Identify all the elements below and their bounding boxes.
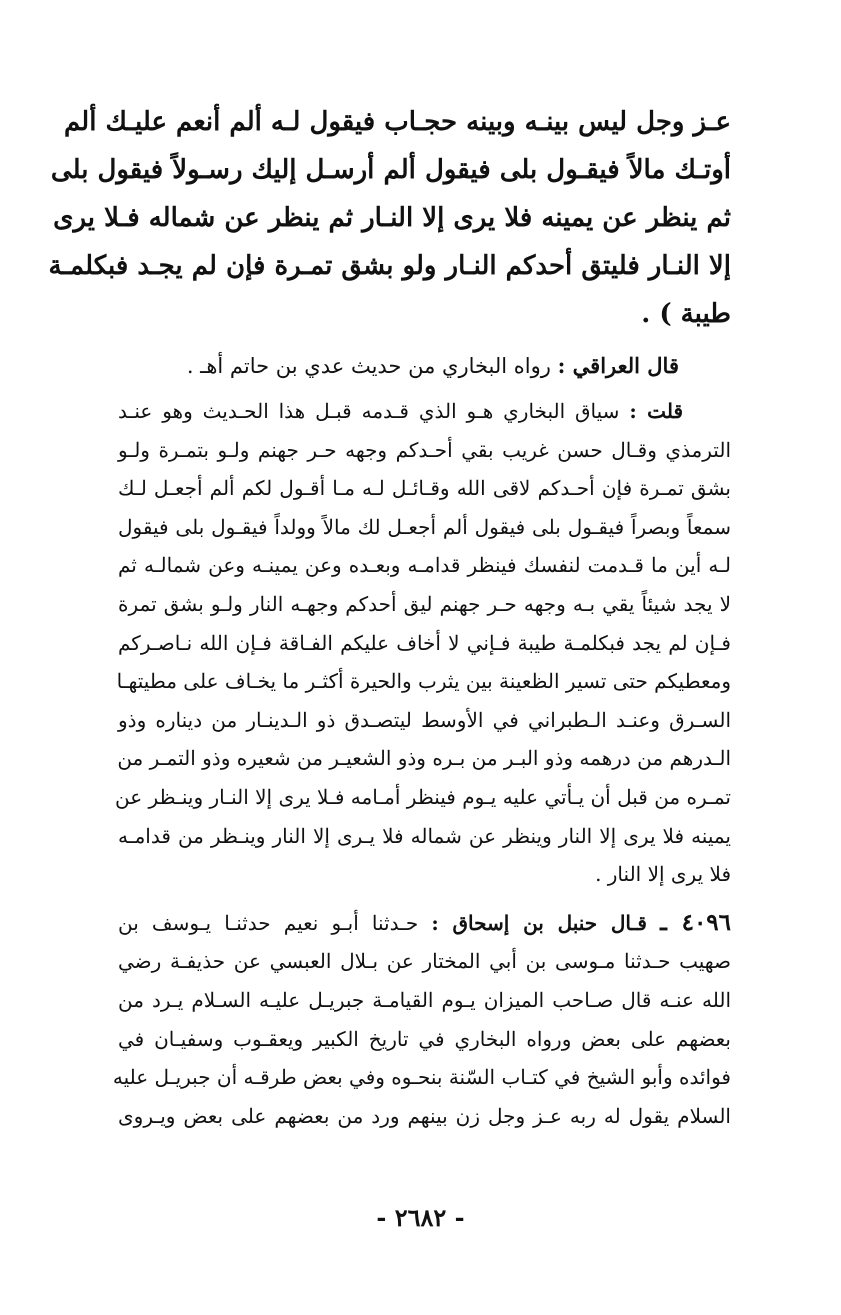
text-line: فوائده وأبو الشيخ في كتـاب السّنة بنحـوه وفي بعض طرقـه أن جبريـل عليه [112,1065,731,1090]
text-line: بشق تمـرة فإن أحـدكم لاقى الله وقـائـل لـه مـا أقـول لكم ألم أجعـل لـك [118,476,731,501]
hadith-entry [112,904,732,1136]
hadith-first-line [118,904,731,943]
text-line: طيبة ) . [641,299,731,329]
comment-first-text: سياق البخاري هـو الذي قـدمه قبـل هذا الحـديث وهو عنـد [118,399,620,423]
text-line: أوتـك مالاً فيقـول بلى فيقول ألم أرسـل إليك رسـولاً فيقول بلى [50,155,731,185]
text-line: فلا يرى إلا النار . [595,862,731,887]
hadith-narrator: قـال حنبل بن إسحاق : [431,910,647,935]
author-comment [115,392,731,894]
text-line: إلا النـار فليتق أحدكم النـار ولو بشق تمـرة فإن لم يجـد فبكلمـة [48,251,731,281]
text-line: تمـره من قبل أن يـأتي عليه يـوم فينظر أمـامه فـلا يرى إلا النـار وينـظر عن [115,784,731,809]
iraqi-text: رواه البخاري من حديث عدي بن حاتم أهـ . [186,354,551,378]
text-line: بعضهم على بعض ورواه البخاري في تاريخ الكبير ويعقـوب وسفيـان في [118,1026,731,1051]
text-line: لا يجد شيئاً يقي بـه وجهه حـر جهنم ليق أحدكم وجهـه النار ولـو بشق تمرة [118,591,731,616]
quoted-hadith-text [48,98,731,338]
hadith-number: ٤٠٩٦ ـ [660,908,732,936]
text-line: سمعاً وبصراً فيقـول بلى فيقول ألم أجعـل لك مالاً وولداً فيقـول بلى فيقول [118,514,731,539]
hadith-first-text: حـدثنا أبـو نعيم حدثنـا يـوسف بن [118,910,419,935]
text-line: السلام يقول له ربه عـز وجل زن بينهم ورد من بعضهم على بعض ويـروى [118,1103,731,1128]
text-line: صهيب حـدثنا مـوسى بن أبي المختار عن بـلال العبسي عن حذيفـة رضي [118,949,731,974]
comment-label: قلت : [629,399,684,423]
text-line: الله عنـه قال صـاحب الميزان يـوم القيامـة جبريـل عليـه السـلام يـرد من [118,987,731,1012]
text-line: عـز وجل ليس بينـه وبينه حجـاب فيقول لـه ألم أنعم عليـك ألم [64,107,731,137]
text-line: فـإن لم يجد فبكلمـة طيبة فـإني لا أخاف عليكم الفـاقة فـإن الله نـاصـركم [118,630,731,655]
text-line: السـرق وعنـد الـطبراني في الأوسط ليتصـدق ذو الـدينـار من ديناره وذو [118,707,731,732]
page-number: - ٢٦٨٢ - [376,1203,465,1232]
text-line: يمينه فلا يرى إلا النار وينظر عن شماله فلا يـرى إلا النار وينـظر من قدامـه [118,823,731,848]
comment-first-line [118,392,731,431]
text-line: الـدرهم من درهمه وذو البـر من بـره وذو الشعيـر من شعيره وذو التمـر من [117,746,731,771]
text-line: الترمذي وقـال حسن غريب بقي أحـدكم وجهه حـر جهنم ولـو بتمـرة ولـو [118,437,731,462]
text-line: لـه أين ما قـدمت لنفسك فينظر قدامـه وبعـده وعن يمينـه وعن شمالـه ثم [118,553,731,578]
text-line: ومعطيكم حتى تسير الظعينة بين يثرب والحيرة أكثـر ما يخـاف على مطيتهـا [116,669,731,694]
text-line: ثم ينظر عن يمينه فلا يرى إلا النـار ثم ينظر عن شماله فـلا يرى [53,203,731,233]
iraqi-note [118,346,731,386]
iraqi-label: قال العراقي : [557,353,679,378]
